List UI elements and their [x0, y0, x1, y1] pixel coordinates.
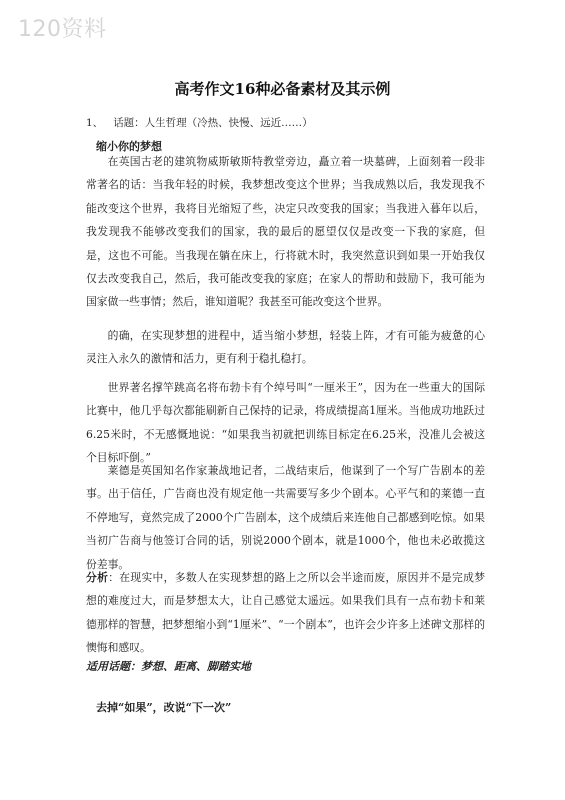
section-heading: 去掉“如果”，改说“下一次” — [96, 701, 232, 714]
body-paragraph: 的确，在实现梦想的进程中，适当缩小梦想，轻装上阵，才有可能为疲惫的心灵注入永久的激情和活力，更有利于稳扎稳打。 — [86, 329, 485, 366]
topic-line — [86, 115, 313, 130]
section-heading: 缩小你的梦想 — [96, 140, 162, 153]
topic-text: 话题：人生哲理（冷热、快慢、远近……） — [113, 117, 313, 129]
applicable-topics: 适用话题：梦想、距离、脚踏实地 — [86, 660, 251, 673]
body-paragraph: 世界著名撑竿跳高名将布勃卡有个绰号叫“一厘米王”，因为在一些重大的国际比赛中，他几乎每次都能刷新自己保持的记录，将成绩提高1厘米。当他成功地跃过6.25米时，不无感慨地说：“如果我当初就把训练目标定在6.25米，没准儿会被这个目标吓倒。” — [86, 381, 485, 465]
body-paragraph: 在英国古老的建筑物威斯敏斯特教堂旁边，矗立着一块墓碑，上面刻着一段非常著名的话：当我年轻的时候，我梦想改变这个世界；当我成熟以后，我发现我不能改变这个世界，我将目光缩短了些，决定只改变我的国家；当我进入暮年以后，我发现我不能够改变我们的国家，我的最后的愿望仅仅是改变一下我的家庭，但是，这也不可能。当我现在躺在床上，行将就木时，我突然意识到如果一开始我仅仅去改变我自己，然后，我可能改变我的家庭；在家人的帮助和鼓励下，我可能为国家做一些事情；然后，谁知道呢？我甚至可能改变这个世界。 — [86, 155, 485, 309]
document-title: 高考作文16种必备素材及其示例 — [174, 80, 391, 98]
analysis-label: 分析 — [86, 571, 109, 584]
analysis-text: ：在现实中，多数人在实现梦想的路上之所以会半途而废，原因并不是完成梦想的难度过大，而是梦想太大，让自己感觉太遥远。如果我们具有一点布勃卡和莱德那样的智慧，把梦想缩小到“1厘米”、“一个剧本”，也许会少许多上述碑文那样的懊悔和感叹。 — [86, 571, 486, 655]
topic-number: 1、 — [86, 117, 104, 129]
watermark-logo: 120资料 — [18, 17, 107, 42]
body-paragraph: 莱德是英国知名作家兼战地记者，二战结束后，他谋到了一个写广告剧本的差事。出于信任，广告商也没有规定他一共需要写多少个剧本。心平气和的莱德一直不停地写，竟然完成了2000个广告剧本，这个成绩后来连他自己都感到吃惊。如果当初广告商与他签订合同的话，别说2000个剧本，就是1000个，他也未必敢揽这份差事。 — [86, 464, 485, 571]
analysis-paragraph — [86, 566, 485, 660]
